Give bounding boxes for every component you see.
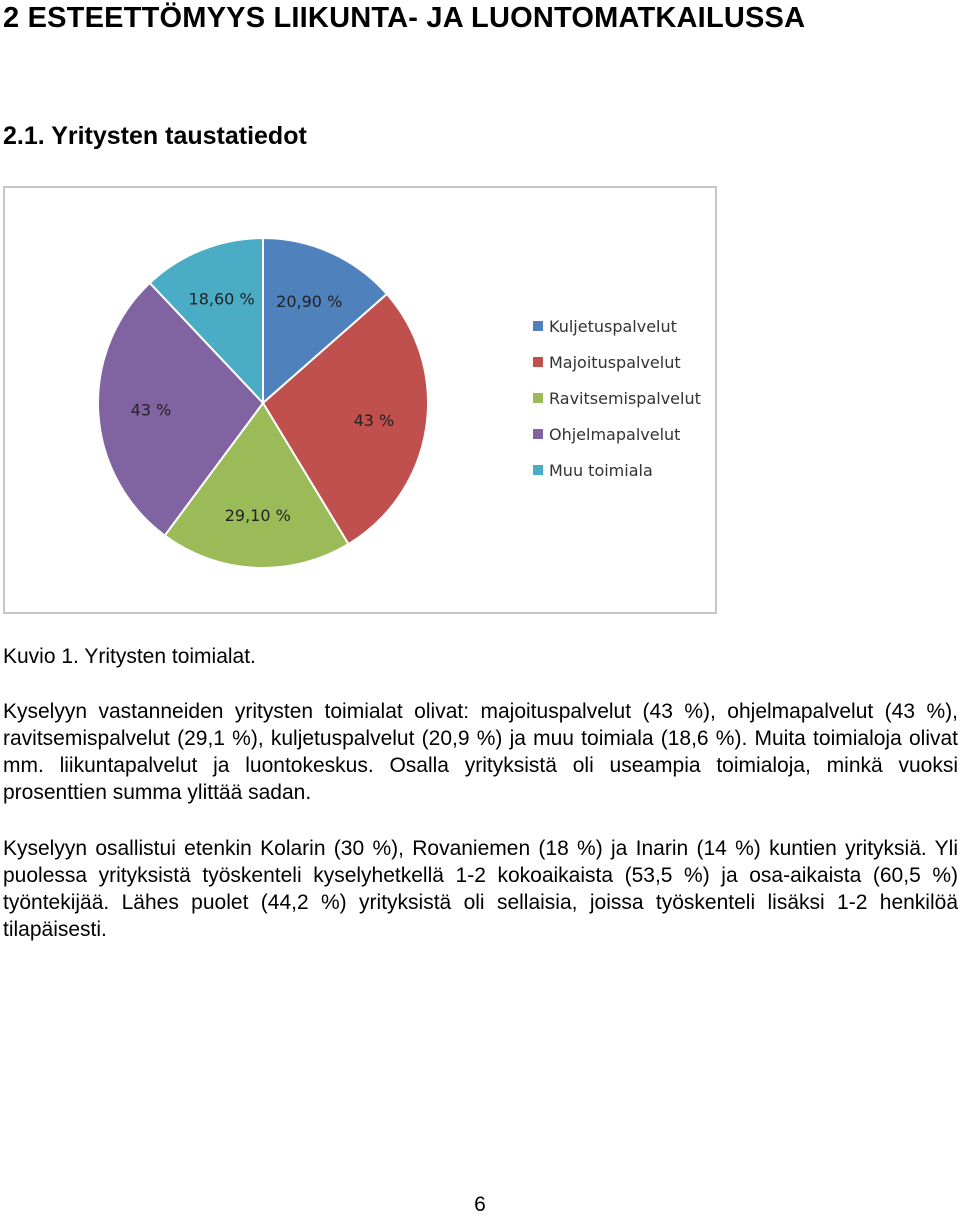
- legend-label-1: Kuljetuspalvelut: [549, 317, 677, 336]
- pie-slice-label-4: 43 %: [130, 400, 172, 420]
- legend-label-2: Majoituspalvelut: [549, 353, 681, 372]
- pie-slice-label-2: 43 %: [353, 411, 395, 431]
- legend-swatch-5: [533, 465, 543, 475]
- legend-swatch-2: [533, 357, 543, 367]
- section-heading: 2.1. Yritysten taustatiedot: [3, 122, 307, 150]
- pie-slice-label-5: 18,60 %: [188, 289, 255, 309]
- pie-chart-frame: [3, 186, 717, 614]
- pie-slice-label-3: 29,10 %: [224, 506, 291, 526]
- paragraph-2: Kyselyyn osallistui etenkin Kolarin (30 %), Rovaniemen (18 %) ja Inarin (14 %) kuntien yrityksiä. Yli puolessa yrityksistä työskenteli kyselyhetkellä 1-2 kokoaikaista (53,5 %) ja osa-aikaista (60,5 %) työntekijää. Lähes puolet (44,2 %) yrityksistä oli sellaisia, joissa työskenteli lisäksi 1-2 henkilöä tilapäisesti.: [3, 837, 958, 941]
- legend-swatch-1: [533, 321, 543, 331]
- page-number: 6: [474, 1193, 486, 1216]
- legend-label-4: Ohjelmapalvelut: [549, 425, 681, 444]
- legend-swatch-4: [533, 429, 543, 439]
- pie-chart: [5, 188, 715, 612]
- legend-label-5: Muu toimiala: [549, 461, 653, 480]
- figure-caption: Kuvio 1. Yritysten toimialat.: [3, 645, 256, 668]
- legend-label-3: Ravitsemispalvelut: [549, 389, 701, 408]
- legend-swatch-3: [533, 393, 543, 403]
- page-heading: 2 ESTEETTÖMYYS LIIKUNTA- JA LUONTOMATKAILUSSA: [3, 2, 806, 34]
- paragraph-1: Kyselyyn vastanneiden yritysten toimialat olivat: majoituspalvelut (43 %), ohjelmapalvelut (43 %), ravitsemispalvelut (29,1 %), kuljetuspalvelut (20,9 %) ja muu toimiala (18,6 %). Muita toimialoja olivat mm. liikuntapalvelut ja luontokeskus. Osalla yrityksistä oli useampia toimialoja, minkä vuoksi prosenttien summa ylittää sadan.: [3, 700, 958, 804]
- pie-slice-label-1: 20,90 %: [276, 291, 343, 311]
